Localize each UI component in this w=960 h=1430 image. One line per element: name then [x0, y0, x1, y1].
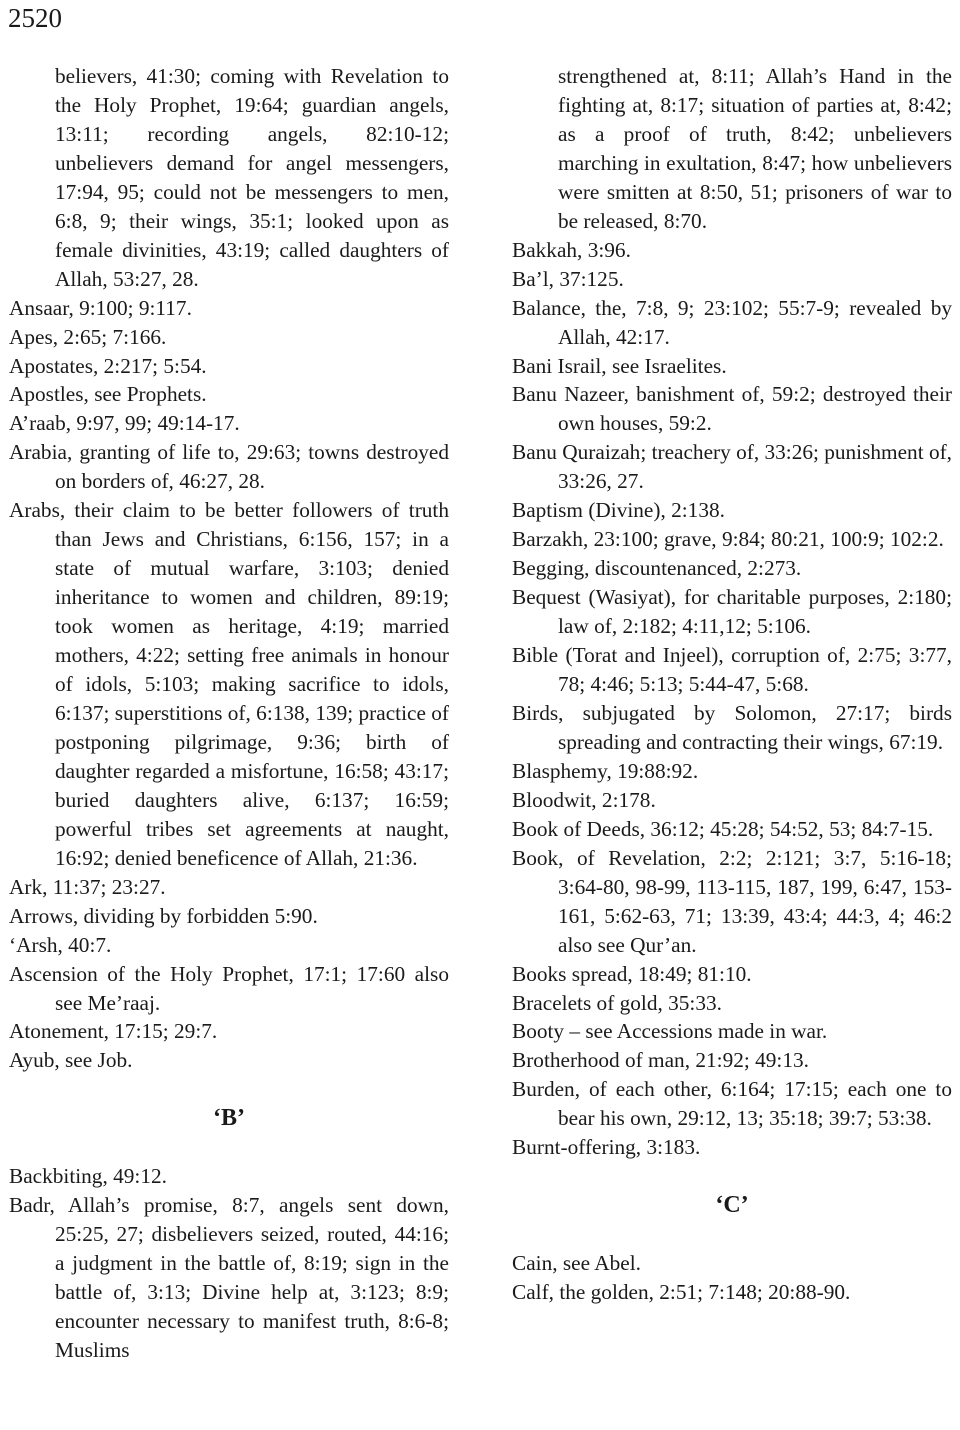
- index-entry: Book, of Revelation, 2:2; 2:121; 3:7, 5:16-18; 3:64-80, 98-99, 113-115, 187, 199, 6:47, 153-161, 5:62-63, 71; 13:39, 43:4; 44:3, 4; 46:2 also see Qur’an.: [512, 845, 952, 957]
- index-entry: Apostates, 2:217; 5:54.: [9, 353, 207, 378]
- index-entry: Ayub, see Job.: [9, 1048, 133, 1073]
- index-entry: Birds, subjugated by Solomon, 27:17; birds spreading and contracting their wings, 67:19.: [512, 700, 952, 754]
- index-entry: Apostles, see Prophets.: [9, 382, 207, 407]
- index-entry: Arabia, granting of life to, 29:63; towns destroyed on borders of, 46:27, 28.: [9, 440, 449, 494]
- page-number: 2520: [8, 3, 62, 33]
- index-entry: Bracelets of gold, 35:33.: [512, 990, 722, 1015]
- continued-entry-text: strengthened at, 8:11; Allah’s Hand in the fighting at, 8:17; situation of parties at, 8:42; as a proof of truth, 8:42; unbelievers marching in exultation, 8:47; how unbelievers were smitten at 8:50, 51; prisoners of war to be released, 8:70.: [558, 64, 952, 233]
- section-heading-c: ‘C’: [715, 1192, 749, 1219]
- section-heading-b: ‘B’: [213, 1105, 245, 1132]
- index-entry: Ascension of the Holy Prophet, 17:1; 17:60 also see Me’raaj.: [9, 961, 449, 1015]
- index-entry: Baptism (Divine), 2:138.: [512, 498, 725, 523]
- index-entry: Books spread, 18:49; 81:10.: [512, 961, 752, 986]
- index-entry: Banu Nazeer, banishment of, 59:2; destroyed their own houses, 59:2.: [512, 382, 952, 436]
- index-entry: Burnt-offering, 3:183.: [512, 1135, 701, 1160]
- index-entry: Bloodwit, 2:178.: [512, 787, 656, 812]
- index-entry: Begging, discountenanced, 2:273.: [512, 556, 802, 581]
- index-entry: Apes, 2:65; 7:166.: [9, 324, 167, 349]
- index-entry: Burden, of each other, 6:164; 17:15; each one to bear his own, 29:12, 13; 35:18; 39:7; 53:38.: [512, 1077, 952, 1131]
- index-entry: Backbiting, 49:12.: [9, 1164, 167, 1189]
- index-entry: ‘Arsh, 40:7.: [9, 932, 112, 957]
- index-entry: Book of Deeds, 36:12; 45:28; 54:52, 53; 84:7-15.: [512, 816, 934, 841]
- index-entry: Badr, Allah’s promise, 8:7, angels sent down, 25:25, 27; disbelievers seized, routed, 44:16; a judgment in the battle of, 8:19; sign in the battle of, 3:13; Divine help at, 3:123; 8:9; encounter necessary to manifest truth, 8:6-8; Muslims: [9, 1193, 449, 1362]
- index-entry: Ansaar, 9:100; 9:117.: [9, 295, 192, 320]
- index-entry: Cain, see Abel.: [512, 1251, 641, 1276]
- index-entry: Bani Israil, see Israelites.: [512, 353, 727, 378]
- index-entry: Balance, the, 7:8, 9; 23:102; 55:7-9; revealed by Allah, 42:17.: [512, 295, 952, 349]
- index-entry: Atonement, 17:15; 29:7.: [9, 1019, 218, 1044]
- index-entry: Bequest (Wasiyat), for charitable purposes, 2:180; law of, 2:182; 4:11,12; 5:106.: [512, 585, 952, 639]
- index-entry: Calf, the golden, 2:51; 7:148; 20:88-90.: [512, 1280, 851, 1305]
- index-entry: Bible (Torat and Injeel), corruption of, 2:75; 3:77, 78; 4:46; 5:13; 5:44-47, 5:68.: [512, 643, 952, 697]
- continued-entry-text: believers, 41:30; coming with Revelation to the Holy Prophet, 19:64; guardian angels, 13:11; recording angels, 82:10-12; unbelievers demand for angel messengers, 17:94, 95; could not be messengers to men, 6:8, 9; their wings, 35:1; looked upon as female divinities, 43:19; called daughters of Allah, 53:27, 28.: [55, 64, 449, 291]
- index-entry: Booty – see Accessions made in war.: [512, 1019, 828, 1044]
- index-entry: Blasphemy, 19:88:92.: [512, 758, 699, 783]
- index-entry: Ba’l, 37:125.: [512, 266, 624, 291]
- index-entry: Bakkah, 3:96.: [512, 237, 631, 262]
- index-entry: Arrows, dividing by forbidden 5:90.: [9, 903, 318, 928]
- index-entry: Arabs, their claim to be better followers of truth than Jews and Christians, 6:156, 157; in a state of mutual warfare, 3:103; denied inheritance to women and children, 89:19; took women as heritage, 4:19; married mothers, 4:22; setting free animals in honour of idols, 5:103; making sacrifice to idols, 6:137; superstitions of, 6:138, 139; practice of postponing pilgrimage, 9:36; birth of daughter regarded a misfortune, 16:58; 43:17; buried daughters alive, 6:137; 16:59; powerful tribes set agreements at naught, 16:92; denied beneficence of Allah, 21:36.: [9, 498, 449, 870]
- index-entry: Brotherhood of man, 21:92; 49:13.: [512, 1048, 809, 1073]
- index-entry: Ark, 11:37; 23:27.: [9, 874, 166, 899]
- index-entry: A’raab, 9:97, 99; 49:14-17.: [9, 411, 240, 436]
- left-column: [9, 62, 449, 1365]
- right-column: [512, 62, 952, 1307]
- index-entry: Barzakh, 23:100; grave, 9:84; 80:21, 100:9; 102:2.: [512, 527, 944, 552]
- index-entry: Banu Quraizah; treachery of, 33:26; punishment of, 33:26, 27.: [512, 440, 953, 494]
